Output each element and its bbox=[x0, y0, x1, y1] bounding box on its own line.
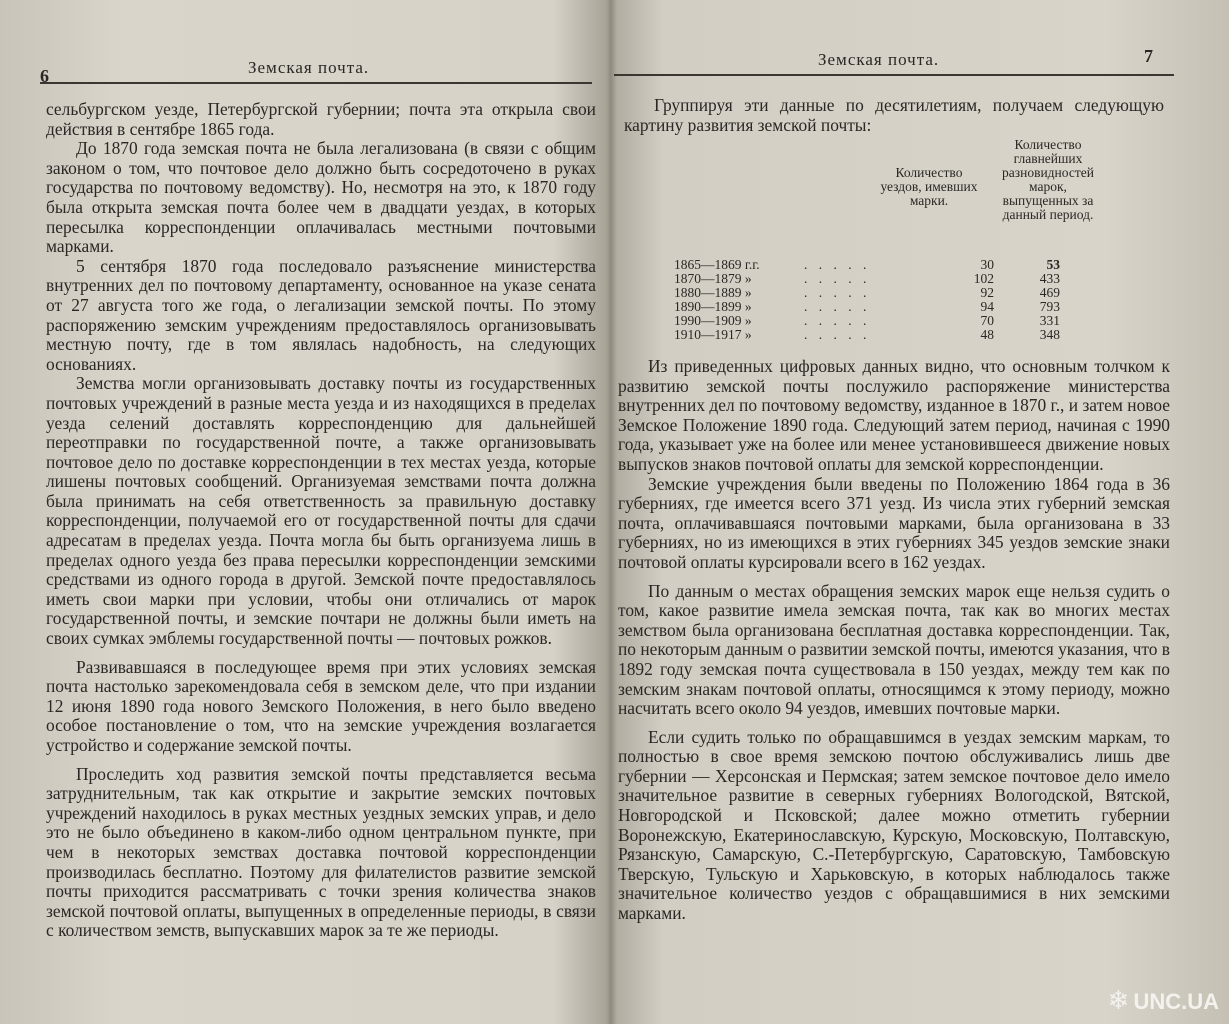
page-number: 7 bbox=[1144, 46, 1153, 66]
right-page-text bbox=[618, 357, 1170, 924]
left-page bbox=[0, 0, 600, 1024]
table-intro: Группируя эти данные по десятилетиям, получаем следующую картину развития земской почты: bbox=[624, 95, 1164, 135]
header-rule bbox=[40, 82, 592, 84]
running-head: Земская почта. bbox=[818, 50, 940, 69]
left-page-text bbox=[46, 100, 596, 941]
header-rule bbox=[614, 74, 1174, 76]
table-row: 1990—1909 » . . . . . 70 331 bbox=[674, 313, 1060, 328]
statistics-table bbox=[674, 136, 1144, 346]
paragraph: Земства могли организовывать доставку почты из государственных почтовых учреждений в разные места уезда и из находящихся в пределах уезда селений доставлять корреспонденцию для дальнейшей переотправки по государственной почте, а также организовывать почтовое дело по доставке корреспонденции в тех местах уезда, которые лишены почтовых сообщений. Организуемая земствами почта должна была принимать на себя ответственность за правильную доставку корреспонденции, получаемой его от государственной почты для сдачи адресатам в пределах уезда. Почта могла бы быть организуема лишь в пределах одного уезда без права пересылки корреспонденции земскими средствами из одного города в другой. Земской почте предоставлялось иметь свои марки при условии, чтобы они отличались от марок государственной почты, и земские почтари не должны были иметь на своих сумках эмблемы государственной почты — почтовых рожков. bbox=[46, 373, 596, 649]
paragraph: Развивавшаяся в последующее время при этих условиях земская почта настолько зарекомендовала себя в земском деле, что при издании 12 июня 1890 года нового Земского Положения, в него было введено особое постановление о том, что на земские учреждения возлагается устройство и содержание земской почты. bbox=[46, 656, 596, 755]
table-row: 1870—1879 » . . . . . 102 433 bbox=[674, 271, 1060, 286]
paragraph: Если судить только по обращавшимся в уездах земским маркам, то полностью в свое время земскою почтою обслуживались лишь две губернии — Херсонская и Пермская; затем земское почтовое дело имело значительное развитие в северных губерниях Вологодской, Вятской, Новгородской и Псковской; далее можно отметить губернии Воронежскую, Екатеринославскую, Курскую, Московскую, Полтавскую, Рязанскую, Самарскую, С.-Петербургскую, Саратовскую, Тамбовскую Тверскую, Тульскую и Харьковскую, в которых наблюдалось также значительное количество уездов с обращавшимися в них земскими марками. bbox=[618, 726, 1170, 924]
running-head: Земская почта. bbox=[248, 58, 370, 77]
snowflake-icon: ❄ bbox=[1107, 985, 1130, 1015]
column-header-varieties: Количество главнейших разновидностей марок, выпущенных за данный период. bbox=[1002, 137, 1094, 222]
page-number: 6 bbox=[40, 66, 49, 86]
column-header-uezds: Количество уездов, имевших марки. bbox=[880, 165, 978, 208]
paragraph: Проследить ход развития земской почты представляется весьма затруднительным, так как открытие и закрытие земских почтовых учреждений находилось в руках местных уездных земских управ, и дело это не было объединено в каком-либо одном центральном пункте, при чем в некоторых земствах доставка почтовой корреспонденции производилась бесплатно. Поэтому для филателистов развитие земской почты приходится рассматривать с точки зрения количества знаков земской почтовой оплаты, выпущенных в определенные периоды, в связи с количеством земств, выпускавших марок за те же периоды. bbox=[46, 763, 596, 941]
paragraph: Из приведенных цифровых данных видно, что основным толчком к развитию земской почты послужило распоряжение министерства внутренних дел по почтовому ведомству, изданное в 1870 г., и затем новое Земское Положение 1890 года. Следующий затем период, начиная с 1990 года, указывает уже на более или менее установившееся движение новых выпусков знаков почтовой оплаты для земской корреспонденции. bbox=[618, 356, 1170, 474]
table-row: 1890—1899 » . . . . . 94 793 bbox=[674, 299, 1060, 314]
watermark: ❄ UNC.UA bbox=[1107, 985, 1219, 1015]
paragraph: 5 сентября 1870 года последовало разъяснение министерства внутренних дел по почтовому департаменту, основанное на указе сената от 27 августа того же года, о легализации земской почты. По этому распоряжению земским учреждениям предоставлялось организовывать местную почту, где в том являлась надобность, на следующих основаниях. bbox=[46, 255, 596, 374]
paragraph: До 1870 года земская почта не была легализована (в связи с общим законом о том, что почтовое дело должно быть сосредоточено в руках государства по почтовому ведомству). Но, несмотря на это, к 1870 году была открыта земская почта более чем в двадцати уездах, в которых пересылка корреспонденции оплачивалась местными почтовыми марками. bbox=[46, 138, 596, 257]
table-row: 1865—1869 г.г. . . . . . 30 53 bbox=[674, 257, 1060, 272]
paragraph: По данным о местах обращения земских марок еще нельзя судить о том, какое развитие имела земская почта, так как во многих местах земством была организована бесплатная доставка корреспонденции. Так, по некоторым данным о развитии земской почты, имеются указания, что в 1892 году земская почта существовала в 150 уездах, между тем как по земским знакам почтовой оплаты, относящимся к этому периоду, можно насчитать всего около 94 уездов, имевших почтовые марки. bbox=[618, 580, 1170, 719]
table-row: 1910—1917 » . . . . . 48 348 bbox=[674, 327, 1060, 342]
paragraph: сельбургском уезде, Петербургской губернии; почта эта открыла свои действия в сентябре 1865 года. bbox=[46, 99, 596, 139]
paragraph: Земские учреждения были введены по Положению 1864 года в 36 губерниях, где имеется всего 371 уезд. Из числа этих губерний земская почта, оплачивавшаяся почтовыми марками, была организована в 33 губерниях, но из имеющихся в этих губерниях 345 уездов земские знаки почтовой оплаты курсировали всего в 162 уездах. bbox=[618, 473, 1170, 572]
right-page bbox=[608, 0, 1229, 1024]
table-row: 1880—1889 » . . . . . 92 469 bbox=[674, 285, 1060, 300]
